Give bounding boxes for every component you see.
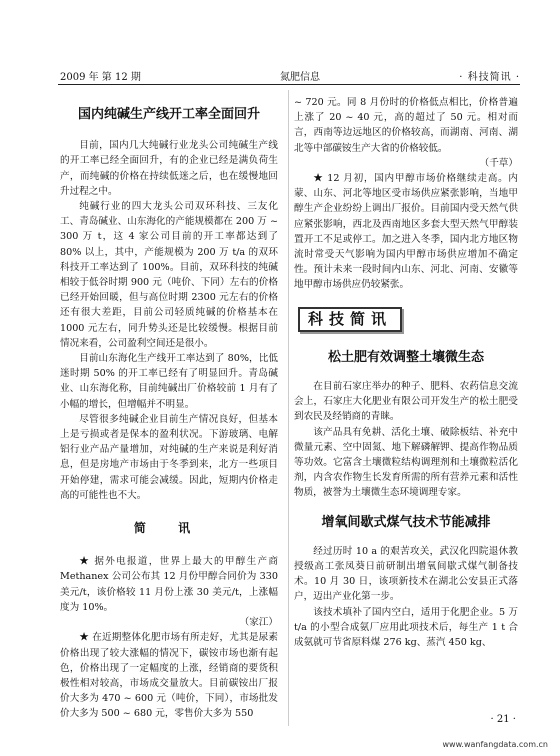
brief-item <box>294 171 518 293</box>
issue-label: 2009 年 第 12 期 <box>60 72 141 83</box>
column-divider <box>288 90 289 726</box>
article-title-gas: 增氧间歇式煤气技术节能减排 <box>321 514 491 530</box>
running-header <box>60 64 520 84</box>
section-label: · 科技简讯 · <box>459 72 520 83</box>
brief-item <box>60 630 278 721</box>
header-rule <box>58 84 520 85</box>
brief-text: 据外电报道，世界上最大的甲醇生产商 Methanex 公司公布其 12 月份甲醇合同价为 330 美元/t，该价格较 11 月份上涨 30 美元/t，上涨幅度为 10%。 <box>60 556 278 613</box>
section-banner: 科技简讯 <box>298 307 402 332</box>
watermark-text: www.wanfangdata.com.cn <box>442 740 548 749</box>
brief-text: 在近期整体化肥市场有所走好，尤其是尿素价格出现了较大涨幅的情况下，碳铵市场也渐有起色，价格出现了一定幅度的上涨，经销商的要货积极性相对较高，市场成交量放大。目前碳铵出厂报价大多为 470 ~ 600 元（吨价，下同），市场批发价大多为 500 ~ 680 元，零售价大多为 550 <box>60 632 278 720</box>
article-title-soil: 松土肥有效调整土壤微生态 <box>327 349 484 365</box>
article-title-soda: 国内纯碱生产线开工率全面回升 <box>77 107 260 122</box>
paragraph: 尽管很多纯碱企业目前生产情况良好，但基本上是亏损或者是保本的盈利状况。下游玻璃、电解铝行业产品产量增加，对纯碱的生产来说是利好消息，但是房地产市场由于冬季到来，北方一些项目开始停建，需求可能会减缓。因此，短期内价格走高的可能性也不大。 <box>60 413 278 501</box>
paragraph: 在目前石家庄举办的种子、肥料、农药信息交流会上，石家庄大化肥业有限公司开发生产的松土肥受到农民及经销商的青睐。 <box>294 381 518 423</box>
paragraph: 目前山东海化生产线开工率达到了 80%，比低迷时期 50% 的开工率已经有了明显回升。青岛碱业、山东海化称，目前纯碱出厂价格较前 1 月有了小幅的增长，但增幅并不明显。 <box>60 353 278 410</box>
right-column <box>294 95 518 650</box>
paragraph: ~ 720 元。同 8 月份时的价格低点相比，价格普遍上涨了 20 ~ 40 元，高的超过了 50 元。相对而言，西南等边远地区的价格较高，而湖南、河南、湖北等中部碳铵生产大省的价格较低。 <box>294 97 518 154</box>
star-bullet-icon: ★ <box>79 632 93 644</box>
paragraph: 目前，国内几大纯碱行业龙头公司纯碱生产线的开工率已经全面回升，有的企业已经是满负荷生产，而纯碱的价格在持续低迷之后，也在缓慢地回升过程之中。 <box>60 140 278 197</box>
left-column <box>60 95 278 722</box>
star-bullet-icon: ★ <box>79 556 95 568</box>
star-bullet-icon: ★ <box>313 173 328 185</box>
paragraph: 该产品具有免耕、活化土壤、破除板结、补充中微量元素、空中固氮、地下解磷解钾、提高作物品质等功效。它富含土壤微粒结构调理剂和土壤微粒活化剂，内含农作物生长发育所需的所有营养元素和活性物质，被誉为土壤微生态环境调理专家。 <box>294 426 518 499</box>
banner-wrap <box>294 307 518 332</box>
brief-item <box>60 554 278 615</box>
brief-news-title: 简 讯 <box>133 521 205 536</box>
paragraph: 该技术填补了国内空白，适用于化肥企业。5 万 t/a 的小型合成氨厂应用此项技术后，每生产 1 t 合成氨就可节省原料煤 276 kg、蒸汽 450 kg、 <box>294 606 518 649</box>
brief-source: （千草） <box>479 157 518 169</box>
paragraph: 经过历时 10 a 的艰苦攻关，武汉化四院退休教授级高工张凤葵日前研制出增氧间歇式煤气制备技术。10 月 30 日，该项新技术在湖北公安县正式落户，迈出产业化第一步。 <box>294 545 518 603</box>
paragraph: 纯碱行业的四大龙头公司双环科技、三友化工、青岛碱业、山东海化的产能规模都在 200 万 ~ 300 万 t，这 4 家公司目前的开工率都达到了 80% 以上，其中，产能规模为 200 万 t/a 的双环科技开工率达到了 100%。目前，双环科技的纯碱相较于低谷时期 900 元（吨价、下同）左右的价格已经开始回暖，但与高位时期 2300 元左右的价格还有很大差距，目前公司轻质纯碱的价格基本在 1000 元左右，同升势头还是比较缓慢。根据目前情况来看，公司盈利空间还是很小。 <box>60 201 278 349</box>
journal-name: 氮肥信息 <box>280 72 320 83</box>
brief-text: 12 月初，国内甲醇市场价格继续走高。内蒙、山东、河北等地区受市场供应紧张影响，当地甲醇生产企业纷纷上调出厂报价。目前国内受天然气供应紧张影响，西北及西南地区多套大型天然气甲醇装置开工不足或停工。加之进入冬季，国内北方地区物流时常受天气影响为国内甲醇市场供应增加不确定性。预计未来一段时间内山东、河北、河南、安徽等地甲醇市场供应仍较紧张。 <box>294 173 518 291</box>
page-number: · 21 · <box>490 714 516 725</box>
brief-source: （家江） <box>239 617 278 629</box>
